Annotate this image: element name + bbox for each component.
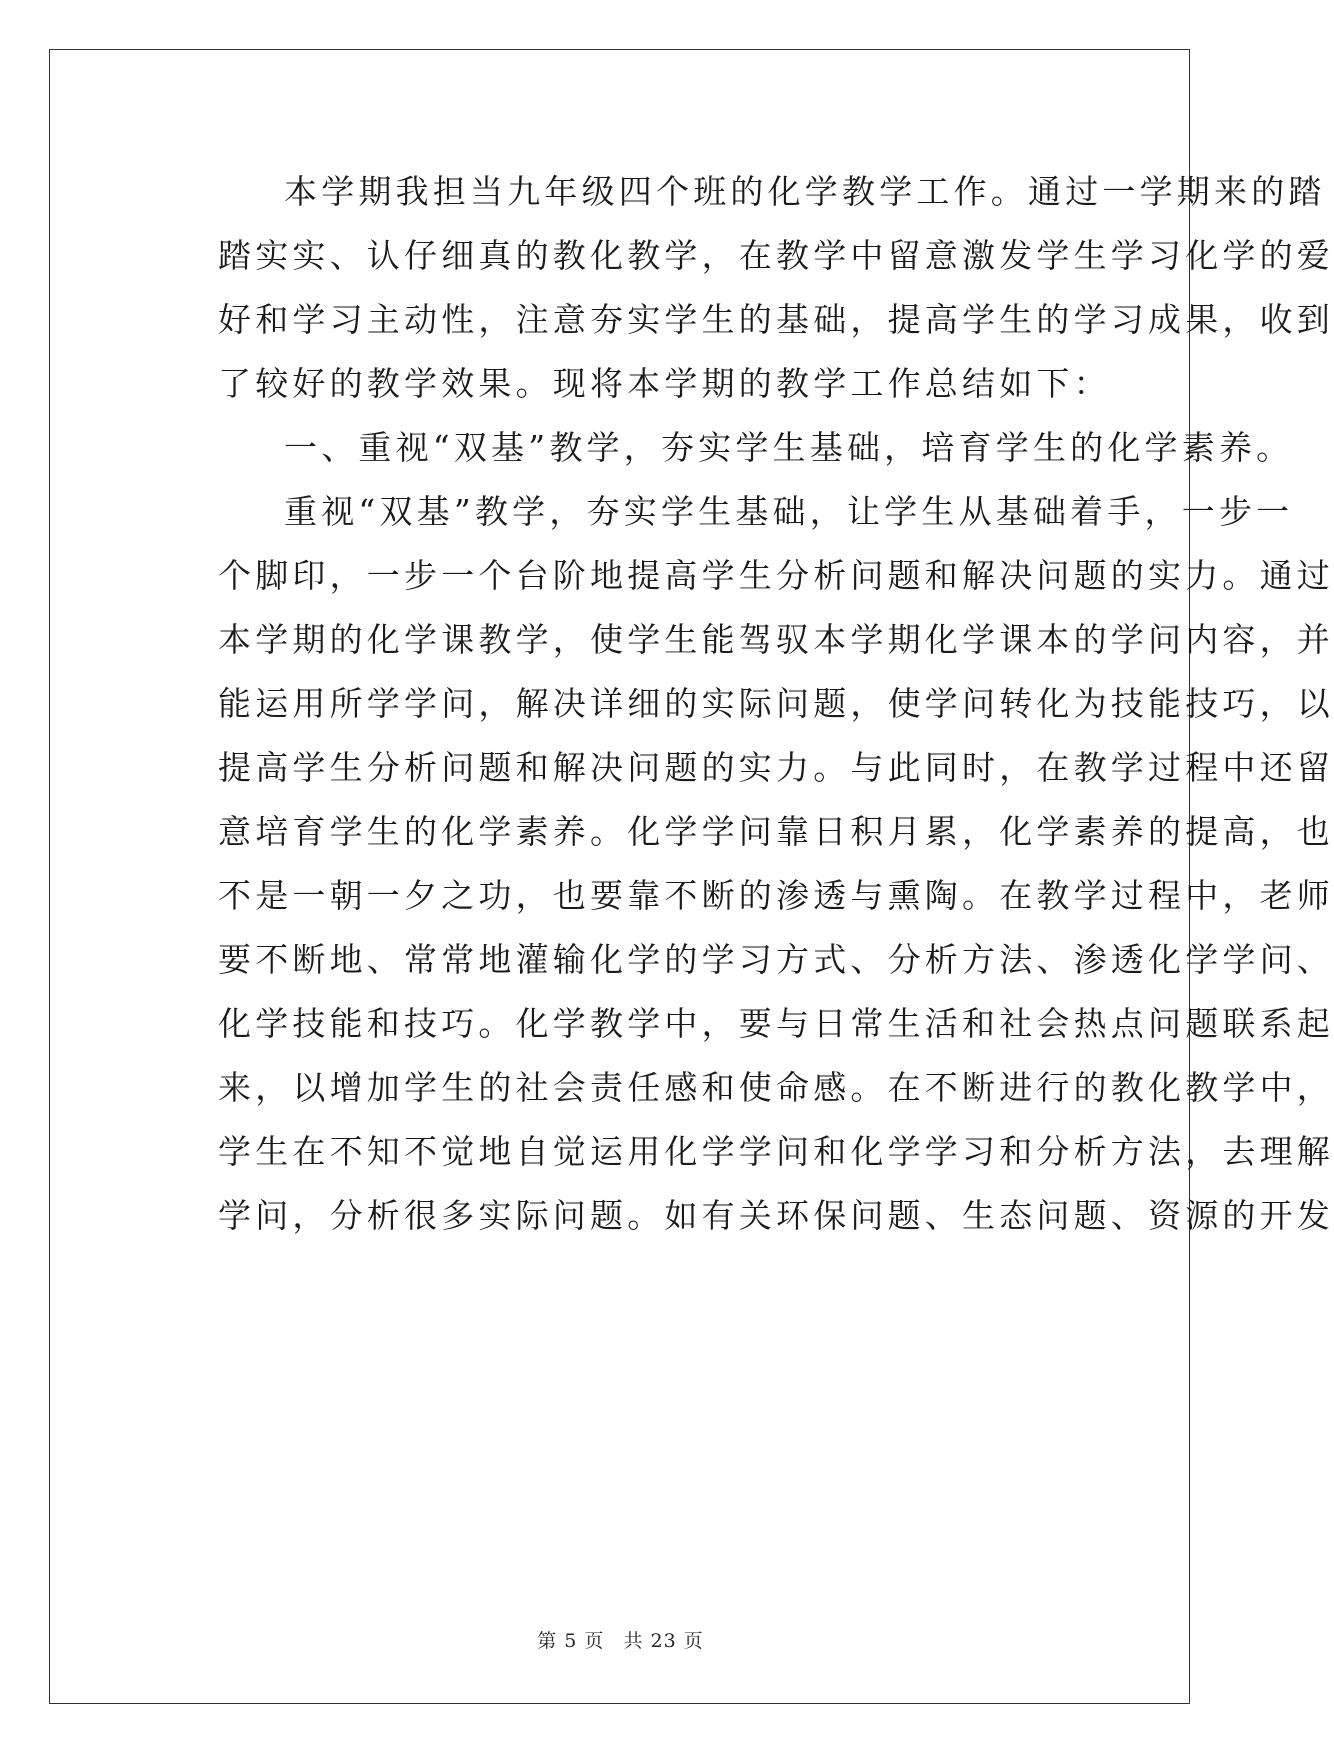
document-body [152,160,1334,1248]
text-line: 来，以增加学生的社会责任感和使命感。在不断进行的教化教学中， [218,1068,1334,1107]
text-line: 一、重视“双基”教学，夯实学生基础，培育学生的化学素养。 [284,428,1294,467]
text-line: 重视“双基”教学，夯实学生基础，让学生从基础着手，一步一 [284,492,1294,531]
text-line: 个脚印，一步一个台阶地提高学生分析问题和解决问题的实力。通过 [218,556,1334,595]
text-line: 要不断地、常常地灌输化学的学习方式、分析方法、渗透化学学问、 [218,940,1334,979]
page-footer [0,1626,1241,1653]
text-line: 化学技能和技巧。化学教学中，要与日常生活和社会热点问题联系起 [218,1004,1334,1043]
text-line: 本学期的化学课教学，使学生能驾驭本学期化学课本的学问内容，并 [218,620,1334,659]
text-line: 能运用所学学问，解决详细的实际问题，使学问转化为技能技巧，以 [218,684,1334,723]
page-total: 共 23 页 [623,1630,704,1652]
page-number: 第 5 页 [537,1630,605,1652]
section-heading [152,416,1294,480]
text-line: 踏实实、认仔细真的教化教学，在教学中留意激发学生学习化学的爱 [218,236,1334,275]
text-line: 提高学生分析问题和解决问题的实力。与此同时，在教学过程中还留 [218,748,1334,787]
text-line: 了较好的教学效果。现将本学期的教学工作总结如下： [218,364,1111,403]
text-line: 学问，分析很多实际问题。如有关环保问题、生态问题、资源的开发 [218,1196,1334,1235]
text-line: 意培育学生的化学素养。化学学问靠日积月累，化学素养的提高，也 [218,812,1334,851]
text-line: 不是一朝一夕之功，也要靠不断的渗透与熏陶。在教学过程中，老师 [218,876,1334,915]
paragraph-body [152,480,1334,1248]
text-line: 本学期我担当九年级四个班的化学教学工作。通过一学期来的踏 [284,172,1326,211]
text-line: 好和学习主动性，注意夯实学生的基础，提高学生的学习成果，收到 [218,300,1334,339]
text-line: 学生在不知不觉地自觉运用化学学问和化学学习和分析方法，去理解 [218,1132,1334,1171]
paragraph-intro [152,160,1334,416]
